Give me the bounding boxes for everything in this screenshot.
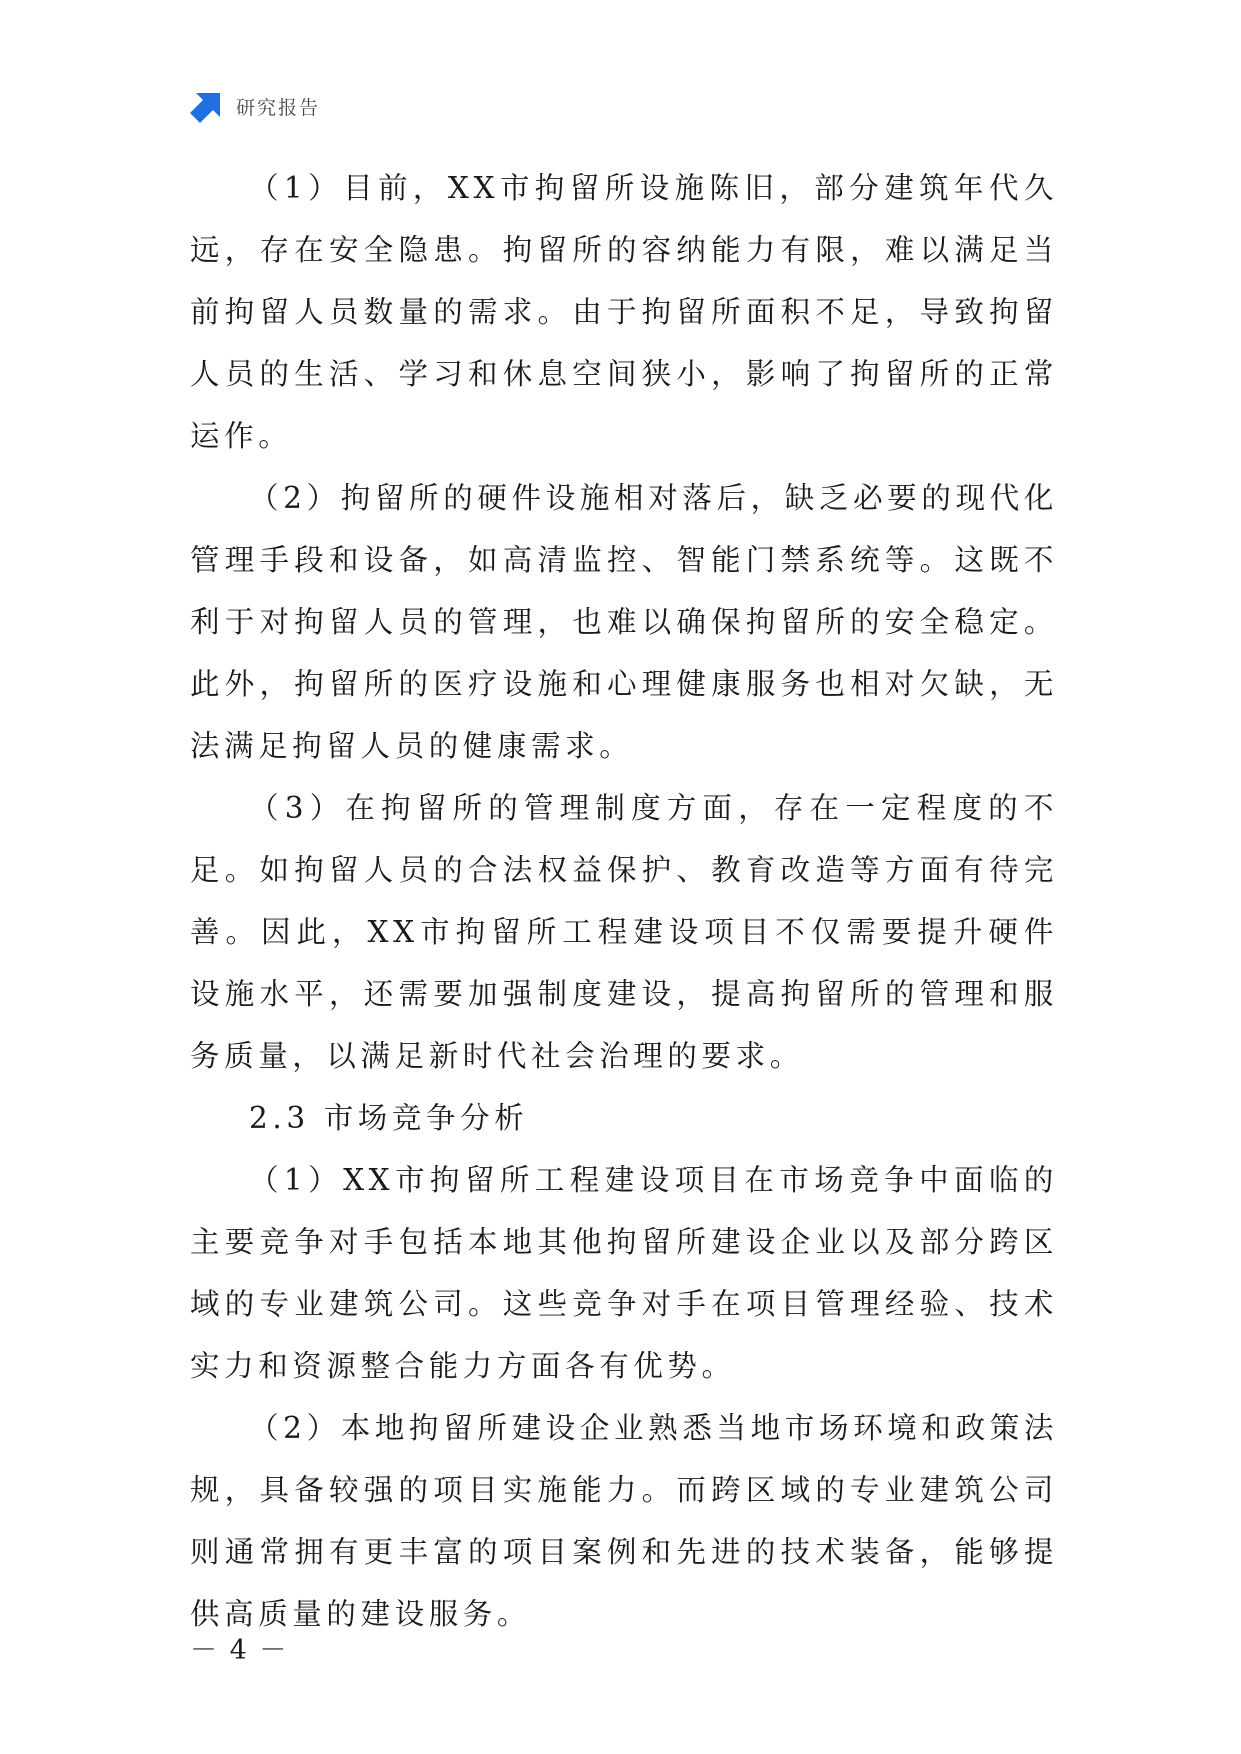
paragraph-5: （2）本地拘留所建设企业熟悉当地市场环境和政策法规，具备较强的项目实施能力。而跨区域的专业建筑公司则通常拥有更丰富的项目案例和先进的技术装备，能够提供高质量的建设服务。 xyxy=(190,1411,1058,1631)
arrow-up-right-icon xyxy=(190,89,224,123)
paragraph-3: （3）在拘留所的管理制度方面，存在一定程度的不足。如拘留人员的合法权益保护、教育改造等方面有待完善。因此，XX市拘留所工程建设项目不仅需要提升硬件设施水平，还需要加强制度建设，提高拘留所的管理和服务质量，以满足新时代社会治理的要求。 xyxy=(190,791,1058,1073)
paragraph-4: （1）XX市拘留所工程建设项目在市场竞争中面临的主要竞争对手包括本地其他拘留所建设企业以及部分跨区域的专业建筑公司。这些竞争对手在项目管理经验、技术实力和资源整合能力方面各有优势。 xyxy=(190,1163,1058,1383)
paragraph-2: （2）拘留所的硬件设施相对落后，缺乏必要的现代化管理手段和设备，如高清监控、智能门禁系统等。这既不利于对拘留人员的管理，也难以确保拘留所的安全稳定。此外，拘留所的医疗设施和心理健康服务也相对欠缺，无法满足拘留人员的健康需求。 xyxy=(190,481,1058,763)
document-body xyxy=(190,157,1058,1645)
header-title: 研究报告 xyxy=(236,96,321,119)
section-heading: 2.3 市场竞争分析 xyxy=(249,1101,529,1135)
paragraph-1: （1）目前，XX市拘留所设施陈旧，部分建筑年代久远，存在安全隐患。拘留所的容纳能力有限，难以满足当前拘留人员数量的需求。由于拘留所面积不足，导致拘留人员的生活、学习和休息空间狭小，影响了拘留所的正常运作。 xyxy=(190,171,1058,453)
page-number: － 4 － xyxy=(190,1635,289,1666)
page-header xyxy=(190,88,320,124)
